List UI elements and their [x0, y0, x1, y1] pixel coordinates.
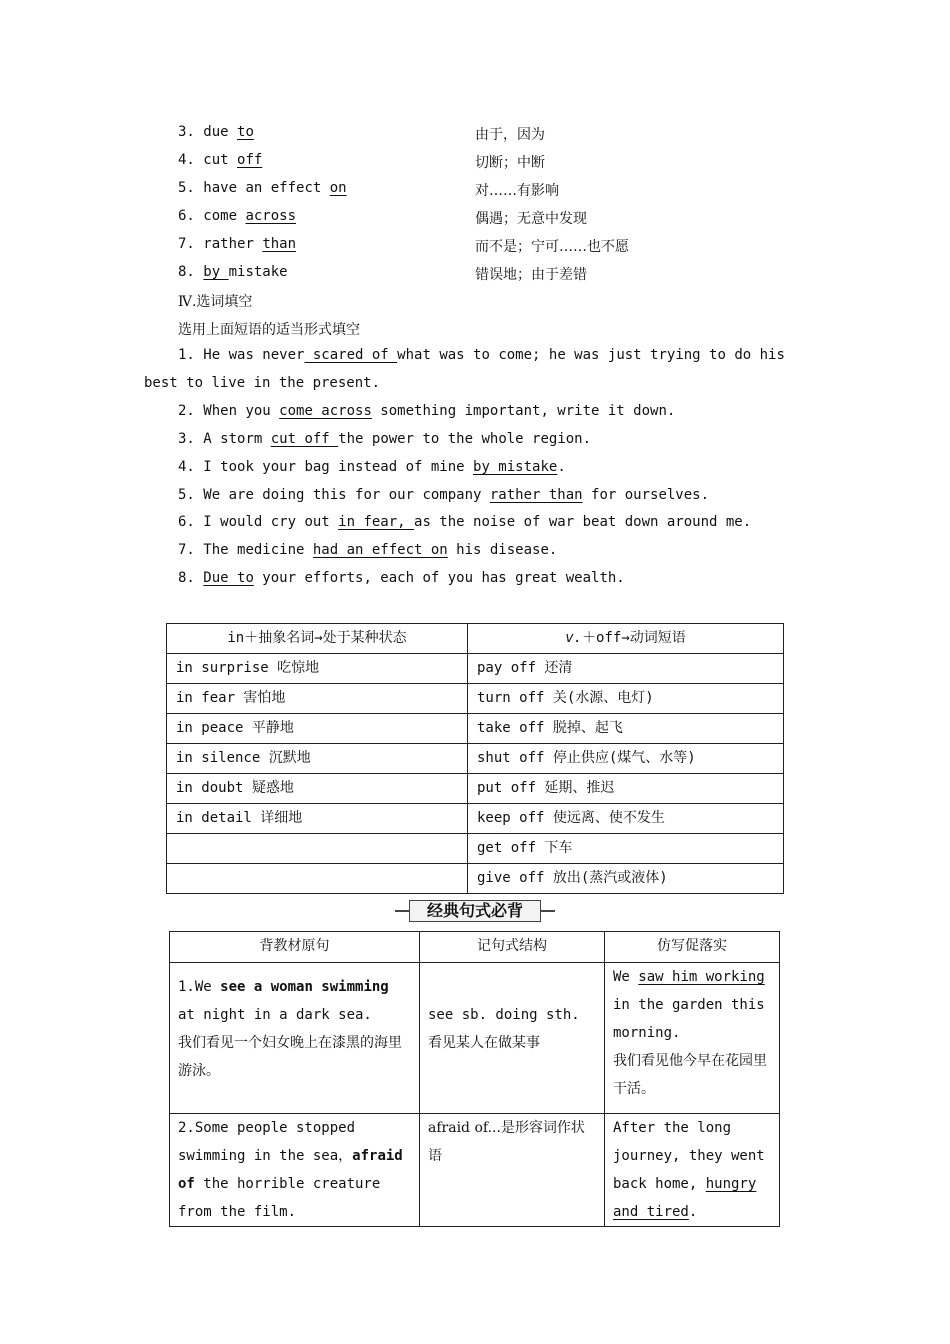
sentence-item: 4. I took your bag instead of mine by mistake. — [178, 459, 566, 475]
phrase-pattern-table — [166, 623, 784, 894]
table-row: in detail 详细地 keep off 使远离、使不发生 — [167, 804, 784, 834]
banner-rule-left — [395, 910, 409, 912]
table-row: in doubt 疑惑地 put off 延期、推迟 — [167, 774, 784, 804]
table-header-right: v.＋off→动词短语 — [468, 624, 784, 654]
classic-sentence-table — [169, 931, 780, 1227]
table-header-left: in＋抽象名词→处于某种状态 — [167, 624, 468, 654]
table-header: 仿写促落实 — [605, 932, 780, 963]
phrase-meaning: 错误地；由于差错 — [475, 267, 587, 283]
table-row: in silence 沉默地 shut off 停止供应(煤气、水等) — [167, 744, 784, 774]
sentence-item: 3. A storm cut off the power to the whole region. — [178, 431, 592, 447]
sentence-continuation: best to live in the present. — [144, 375, 381, 391]
table-row: in fear 害怕地 turn off 关(水源、电灯) — [167, 684, 784, 714]
phrase-item: 4. cut off — [178, 152, 263, 168]
sentence-structure: afraid of...是形容词作状语 — [420, 1114, 605, 1227]
table-header: 背教材原句 — [170, 932, 420, 963]
imitation-sentence: We saw him working in the garden this morning. 我们看见他今早在花园里干活。 — [605, 963, 780, 1114]
original-sentence: 2.Some people stopped swimming in the sea，afraid of the horrible creature from the film. — [170, 1114, 420, 1227]
imitation-sentence: After the long journey, they went back home, hungry and tired. — [605, 1114, 780, 1227]
phrase-meaning: 而不是；宁可……也不愿 — [475, 239, 629, 255]
phrase-meaning: 切断；中断 — [475, 155, 545, 171]
phrase-meaning: 由于，因为 — [475, 127, 545, 143]
table-row: give off 放出(蒸汽或液体) — [167, 864, 784, 894]
phrase-item: 8. by mistake — [178, 264, 288, 280]
phrase-meaning: 偶遇；无意中发现 — [475, 211, 587, 227]
table-row — [170, 1114, 780, 1227]
sentence-item: 2. When you come across something important, write it down. — [178, 403, 676, 419]
table-header: 记句式结构 — [420, 932, 605, 963]
sentence-item: 7. The medicine had an effect on his disease. — [178, 542, 558, 558]
sentence-item: 5. We are doing this for our company rather than for ourselves. — [178, 487, 710, 503]
table-row: in peace 平静地 take off 脱掉、起飞 — [167, 714, 784, 744]
section-title: Ⅳ.选词填空 — [178, 294, 253, 310]
phrase-item: 5. have an effect on — [178, 180, 347, 196]
phrase-item: 6. come across — [178, 208, 297, 224]
phrase-meaning: 对……有影响 — [475, 183, 559, 199]
sentence-item: 1. He was never scared of what was to come; he was just trying to do his — [178, 347, 785, 363]
table-row: get off 下车 — [167, 834, 784, 864]
table-row: in surprise 吃惊地 pay off 还清 — [167, 654, 784, 684]
section-instruction: 选用上面短语的适当形式填空 — [178, 322, 360, 338]
sentence-structure: see sb. doing sth. 看见某人在做某事 — [420, 963, 605, 1114]
banner-rule-right — [541, 910, 555, 912]
section-banner — [395, 900, 555, 922]
sentence-item: 6. I would cry out in fear, as the noise of war beat down around me. — [178, 514, 752, 530]
table-row — [170, 963, 780, 1114]
sentence-item: 8. Due to your efforts, each of you has great wealth. — [178, 570, 625, 586]
phrase-item: 3. due to — [178, 124, 254, 140]
phrase-item: 7. rather than — [178, 236, 297, 252]
original-sentence: 1.We see a woman swimming at night in a dark sea. 我们看见一个妇女晚上在漆黑的海里游泳。 — [170, 963, 420, 1114]
banner-title: 经典句式必背 — [409, 900, 541, 922]
